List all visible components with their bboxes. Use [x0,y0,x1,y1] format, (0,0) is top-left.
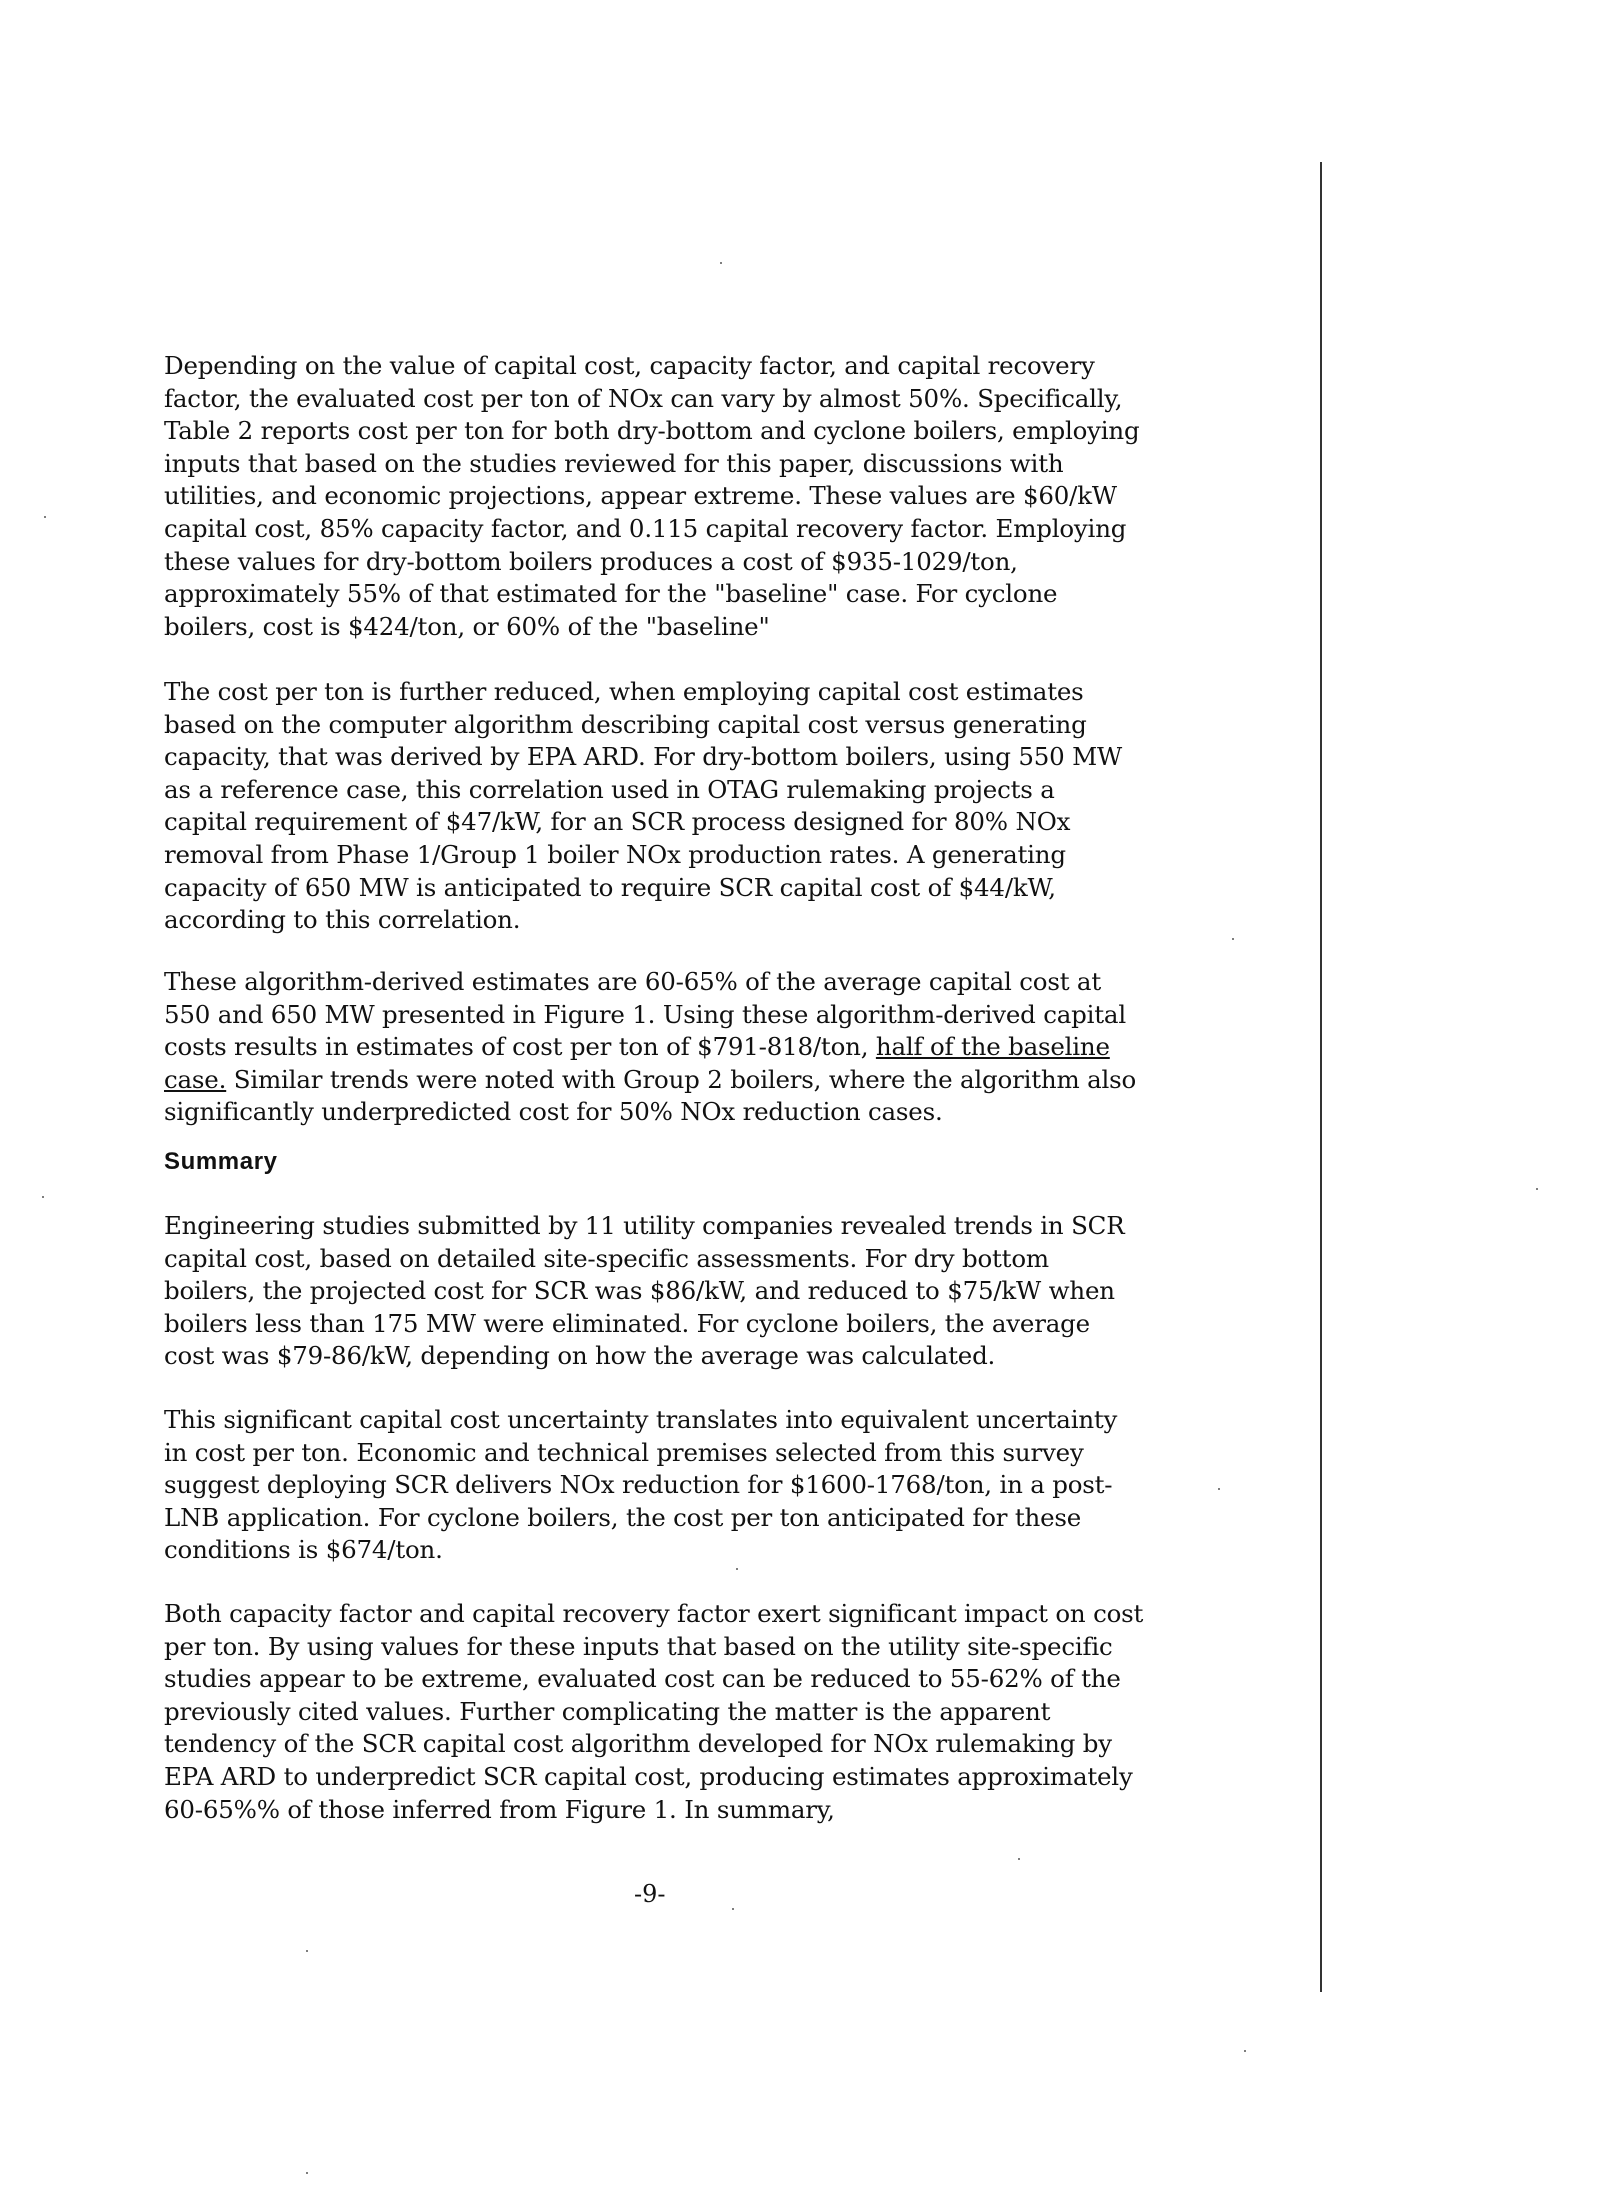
scan-speck [306,2172,308,2174]
paragraph-text: The cost per ton is further reduced, when employing capital cost estimates based on the computer algorithm describing capital cost versus generating capacity, that was derived by EPA ARD. For dry-bottom boilers, using 550 MW as a reference case, this correlation used in OTAG rulemaking projects a capital requirement of $47/kW, for an SCR process designed for 80% NOx removal from Phase 1/Group 1 boiler NOx production rates. A generating capacity of 650 MW is anticipated to require SCR capital cost of $44/kW, according to this correlation. [164,677,1122,935]
scan-speck [1232,938,1234,940]
scan-speck [720,262,722,264]
paragraph-text: This significant capital cost uncertainty translates into equivalent uncertainty in cost per ton. Economic and technical premises selected from this survey suggest deploying SCR delivers NOx reduction for $1600-1768/ton, in a post-LNB application. For cyclone boilers, the cost per ton anticipated for these conditions is $674/ton. [164,1405,1118,1565]
paragraph-text: Depending on the value of capital cost, capacity factor, and capital recovery factor, the evaluated cost per ton of NOx can vary by almost 50%. Specifically, Table 2 reports cost per ton for both dry-bottom and cyclone boilers, employing inputs that based on the studies reviewed for this paper, discussions with utilities, and economic projections, appear extreme. These values are $60/kW capital cost, 85% capacity factor, and 0.115 capital recovery factor. Employing these values for dry-bottom boilers produces a cost of $935-1029/ton, approximately 55% of that estimated for the "baseline" case. For cyclone boilers, cost is $424/ton, or 60% of the "baseline" [164,351,1140,641]
paragraph-text [164,966,1144,1129]
scan-speck [306,1950,308,1952]
paragraph-text-before: These algorithm-derived estimates are 60-65% of the average capital cost at 550 and 650 MW presented in Figure 1. Using these algorithm-derived capital costs results in estimates of cost per ton of $791-818/ton, [164,967,1126,1062]
summary-paragraph-3 [164,1598,1144,1826]
paragraph-3 [164,966,1144,1129]
paragraph-2 [164,676,1144,937]
paragraph-text-after: Similar trends were noted with Group 2 boilers, where the algorithm also significantly underpredicted cost for 50% NOx reduction cases. [164,1064,1137,1127]
scan-speck [736,1568,738,1570]
scan-speck [1218,1488,1220,1490]
paragraph-text: Both capacity factor and capital recovery factor exert significant impact on cost per ton. By using values for these inputs that based on the utility site-specific studies appear to be extreme, evaluated cost can be reduced to 55-62% of the previously cited values. Further complicating the matter is the apparent tendency of the SCR capital cost algorithm developed for NOx rulemaking by EPA ARD to underpredict SCR capital cost, producing estimates approximately 60-65%% of those inferred from Figure 1. In summary, [164,1599,1144,1824]
scan-speck [1018,1858,1020,1860]
scan-speck [1244,2050,1246,2052]
scan-speck [1536,1188,1538,1190]
summary-paragraph-1 [164,1210,1144,1373]
underlined-phrase: half of the baseline case. [164,1032,1110,1094]
page-number: -9- [634,1880,666,1908]
scan-speck [732,1908,734,1910]
scan-speck [42,1196,44,1198]
paragraph-1 [164,350,1144,643]
section-heading: Summary [164,1148,278,1175]
paragraph-text: Engineering studies submitted by 11 utility companies revealed trends in SCR capital cost, based on detailed site-specific assessments. For dry bottom boilers, the projected cost for SCR was $86/kW, and reduced to $75/kW when boilers less than 175 MW were eliminated. For cyclone boilers, the average cost was $79-86/kW, depending on how the average was calculated. [164,1211,1125,1371]
scan-speck [44,516,46,518]
scan-margin-line [1320,162,1322,1992]
summary-paragraph-2 [164,1404,1144,1567]
